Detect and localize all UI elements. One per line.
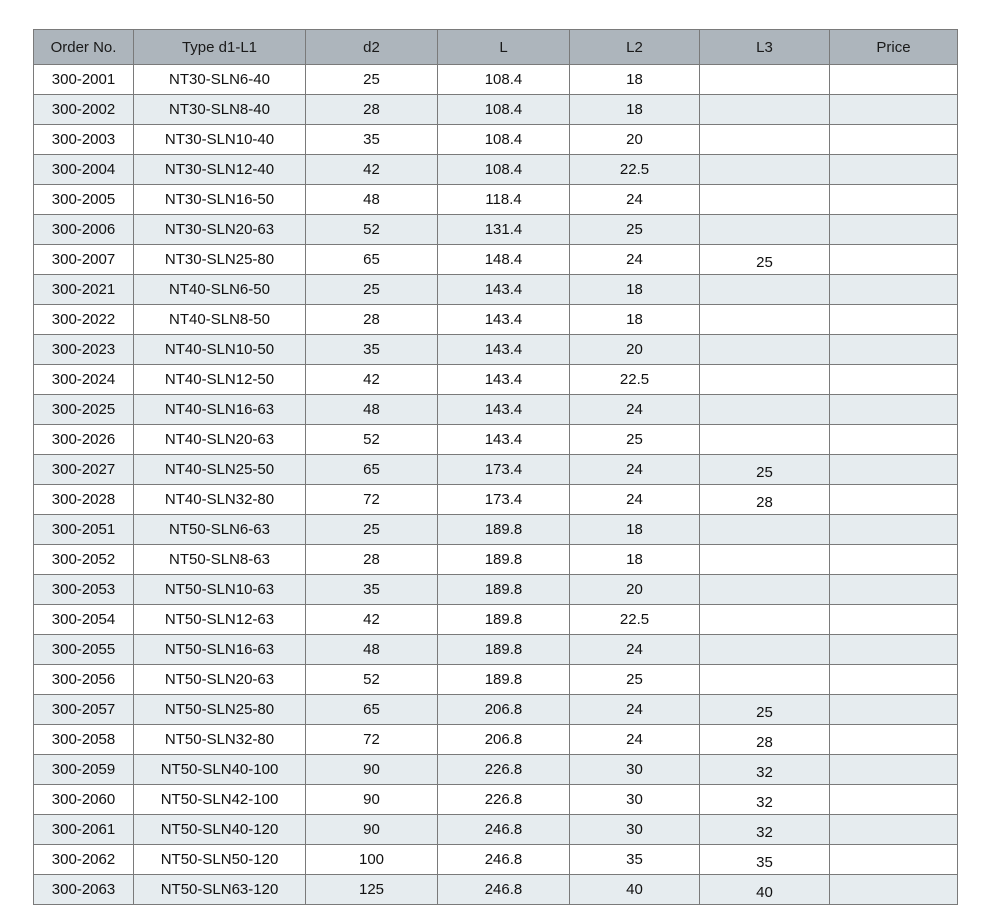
header-price: Price: [830, 30, 958, 65]
table-row: [34, 575, 958, 605]
cell-order-no: 300-2053: [34, 575, 134, 605]
cell-order-no: 300-2006: [34, 215, 134, 245]
header-l3: L3: [700, 30, 830, 65]
cell-type: NT30-SLN10-40: [134, 125, 306, 155]
cell-l2: 24: [570, 185, 700, 215]
cell-l: 108.4: [438, 155, 570, 185]
table-row: [34, 545, 958, 575]
cell-d2: 28: [306, 545, 438, 575]
cell-l2: 24: [570, 485, 700, 515]
cell-l: 226.8: [438, 785, 570, 815]
cell-price: [830, 365, 958, 395]
cell-type: NT30-SLN20-63: [134, 215, 306, 245]
cell-order-no: 300-2023: [34, 335, 134, 365]
cell-order-no: 300-2052: [34, 545, 134, 575]
cell-l2: 18: [570, 275, 700, 305]
cell-d2: 25: [306, 515, 438, 545]
cell-l: 189.8: [438, 605, 570, 635]
cell-d2: 42: [306, 365, 438, 395]
cell-l3: [700, 665, 830, 695]
table-row: [34, 665, 958, 695]
cell-type: NT40-SLN6-50: [134, 275, 306, 305]
cell-l3: 32: [700, 785, 830, 815]
cell-price: [830, 335, 958, 365]
cell-type: NT50-SLN8-63: [134, 545, 306, 575]
cell-l2: 24: [570, 635, 700, 665]
header-d2: d2: [306, 30, 438, 65]
cell-l3: [700, 185, 830, 215]
cell-d2: 90: [306, 755, 438, 785]
cell-l3: [700, 305, 830, 335]
cell-order-no: 300-2002: [34, 95, 134, 125]
table-row: [34, 125, 958, 155]
cell-type: NT40-SLN25-50: [134, 455, 306, 485]
cell-type: NT50-SLN32-80: [134, 725, 306, 755]
table-body: [34, 65, 958, 905]
cell-l3: [700, 425, 830, 455]
cell-type: NT50-SLN10-63: [134, 575, 306, 605]
cell-order-no: 300-2024: [34, 365, 134, 395]
cell-l2: 35: [570, 845, 700, 875]
cell-type: NT30-SLN12-40: [134, 155, 306, 185]
cell-price: [830, 605, 958, 635]
table-row: [34, 335, 958, 365]
cell-order-no: 300-2028: [34, 485, 134, 515]
cell-d2: 28: [306, 305, 438, 335]
cell-d2: 48: [306, 185, 438, 215]
cell-l: 108.4: [438, 125, 570, 155]
cell-l3: [700, 605, 830, 635]
cell-type: NT30-SLN8-40: [134, 95, 306, 125]
cell-order-no: 300-2025: [34, 395, 134, 425]
cell-l3: [700, 575, 830, 605]
cell-d2: 90: [306, 815, 438, 845]
cell-type: NT50-SLN40-120: [134, 815, 306, 845]
cell-order-no: 300-2061: [34, 815, 134, 845]
cell-l3: 32: [700, 755, 830, 785]
cell-order-no: 300-2005: [34, 185, 134, 215]
cell-d2: 42: [306, 605, 438, 635]
cell-type: NT50-SLN40-100: [134, 755, 306, 785]
cell-l: 246.8: [438, 875, 570, 905]
cell-type: NT50-SLN12-63: [134, 605, 306, 635]
cell-l2: 20: [570, 335, 700, 365]
cell-l2: 20: [570, 125, 700, 155]
cell-order-no: 300-2022: [34, 305, 134, 335]
cell-type: NT40-SLN32-80: [134, 485, 306, 515]
cell-order-no: 300-2060: [34, 785, 134, 815]
table-row: [34, 425, 958, 455]
cell-d2: 65: [306, 455, 438, 485]
cell-price: [830, 725, 958, 755]
table-row: [34, 155, 958, 185]
cell-l: 173.4: [438, 485, 570, 515]
cell-l3: [700, 335, 830, 365]
cell-type: NT30-SLN16-50: [134, 185, 306, 215]
cell-l: 246.8: [438, 845, 570, 875]
cell-l: 143.4: [438, 275, 570, 305]
cell-price: [830, 95, 958, 125]
header-l2: L2: [570, 30, 700, 65]
cell-l2: 40: [570, 875, 700, 905]
cell-d2: 125: [306, 875, 438, 905]
cell-price: [830, 575, 958, 605]
cell-order-no: 300-2004: [34, 155, 134, 185]
cell-d2: 90: [306, 785, 438, 815]
cell-d2: 28: [306, 95, 438, 125]
cell-order-no: 300-2051: [34, 515, 134, 545]
cell-type: NT50-SLN16-63: [134, 635, 306, 665]
cell-d2: 52: [306, 425, 438, 455]
cell-price: [830, 875, 958, 905]
table-row: [34, 785, 958, 815]
cell-l2: 18: [570, 545, 700, 575]
cell-l: 143.4: [438, 335, 570, 365]
cell-type: NT40-SLN8-50: [134, 305, 306, 335]
table-row: [34, 395, 958, 425]
cell-order-no: 300-2001: [34, 65, 134, 95]
cell-l2: 24: [570, 695, 700, 725]
cell-order-no: 300-2056: [34, 665, 134, 695]
cell-l: 143.4: [438, 305, 570, 335]
cell-l: 108.4: [438, 95, 570, 125]
cell-price: [830, 665, 958, 695]
cell-d2: 35: [306, 335, 438, 365]
cell-price: [830, 395, 958, 425]
cell-d2: 65: [306, 245, 438, 275]
cell-l: 131.4: [438, 215, 570, 245]
cell-order-no: 300-2054: [34, 605, 134, 635]
table-row: [34, 185, 958, 215]
cell-type: NT50-SLN6-63: [134, 515, 306, 545]
cell-l: 173.4: [438, 455, 570, 485]
cell-type: NT50-SLN20-63: [134, 665, 306, 695]
cell-l3: 40: [700, 875, 830, 905]
cell-l2: 24: [570, 455, 700, 485]
cell-price: [830, 305, 958, 335]
cell-d2: 25: [306, 275, 438, 305]
cell-l: 143.4: [438, 395, 570, 425]
cell-price: [830, 845, 958, 875]
cell-l: 189.8: [438, 635, 570, 665]
cell-type: NT50-SLN50-120: [134, 845, 306, 875]
cell-l: 246.8: [438, 815, 570, 845]
cell-price: [830, 215, 958, 245]
cell-l: 143.4: [438, 365, 570, 395]
cell-l2: 22.5: [570, 365, 700, 395]
cell-l2: 25: [570, 215, 700, 245]
cell-l3: [700, 545, 830, 575]
cell-price: [830, 65, 958, 95]
cell-l: 206.8: [438, 725, 570, 755]
cell-d2: 35: [306, 125, 438, 155]
table-row: [34, 515, 958, 545]
cell-price: [830, 185, 958, 215]
table-row: [34, 695, 958, 725]
cell-l: 189.8: [438, 575, 570, 605]
cell-order-no: 300-2058: [34, 725, 134, 755]
cell-order-no: 300-2021: [34, 275, 134, 305]
cell-price: [830, 785, 958, 815]
cell-l3: [700, 635, 830, 665]
cell-order-no: 300-2007: [34, 245, 134, 275]
cell-l: 189.8: [438, 665, 570, 695]
cell-l3: 25: [700, 695, 830, 725]
cell-l2: 18: [570, 95, 700, 125]
header-order-no: Order No.: [34, 30, 134, 65]
cell-l2: 30: [570, 815, 700, 845]
table-row: [34, 725, 958, 755]
cell-order-no: 300-2057: [34, 695, 134, 725]
cell-l3: [700, 365, 830, 395]
cell-d2: 72: [306, 485, 438, 515]
cell-l: 189.8: [438, 515, 570, 545]
cell-order-no: 300-2062: [34, 845, 134, 875]
cell-l3: 32: [700, 815, 830, 845]
cell-l2: 18: [570, 305, 700, 335]
table-row: [34, 65, 958, 95]
cell-l3: 25: [700, 245, 830, 275]
cell-price: [830, 245, 958, 275]
cell-d2: 72: [306, 725, 438, 755]
table-row: [34, 875, 958, 905]
cell-l3: [700, 155, 830, 185]
cell-l3: [700, 95, 830, 125]
cell-l3: [700, 275, 830, 305]
cell-price: [830, 635, 958, 665]
table-row: [34, 845, 958, 875]
header-type: Type d1-L1: [134, 30, 306, 65]
cell-l3: 28: [700, 725, 830, 755]
cell-type: NT50-SLN42-100: [134, 785, 306, 815]
cell-type: NT30-SLN6-40: [134, 65, 306, 95]
cell-price: [830, 425, 958, 455]
cell-d2: 100: [306, 845, 438, 875]
cell-l3: [700, 215, 830, 245]
cell-d2: 48: [306, 395, 438, 425]
cell-l: 189.8: [438, 545, 570, 575]
cell-price: [830, 275, 958, 305]
cell-l: 226.8: [438, 755, 570, 785]
table-row: [34, 455, 958, 485]
header-l: L: [438, 30, 570, 65]
table-row: [34, 635, 958, 665]
cell-price: [830, 695, 958, 725]
cell-d2: 52: [306, 665, 438, 695]
cell-price: [830, 455, 958, 485]
cell-price: [830, 155, 958, 185]
cell-type: NT40-SLN12-50: [134, 365, 306, 395]
cell-l2: 24: [570, 725, 700, 755]
table-row: [34, 305, 958, 335]
cell-price: [830, 125, 958, 155]
cell-order-no: 300-2003: [34, 125, 134, 155]
cell-l3: [700, 125, 830, 155]
table-row: [34, 605, 958, 635]
table-row: [34, 245, 958, 275]
cell-l: 118.4: [438, 185, 570, 215]
cell-l2: 18: [570, 515, 700, 545]
cell-l: 148.4: [438, 245, 570, 275]
cell-l2: 18: [570, 65, 700, 95]
cell-l3: [700, 515, 830, 545]
table-row: [34, 365, 958, 395]
cell-l: 108.4: [438, 65, 570, 95]
cell-l3: 25: [700, 455, 830, 485]
cell-price: [830, 515, 958, 545]
cell-l2: 24: [570, 245, 700, 275]
cell-l3: 28: [700, 485, 830, 515]
table-header: [34, 30, 958, 65]
cell-d2: 48: [306, 635, 438, 665]
table-row: [34, 95, 958, 125]
cell-l2: 25: [570, 425, 700, 455]
cell-d2: 65: [306, 695, 438, 725]
cell-order-no: 300-2027: [34, 455, 134, 485]
cell-d2: 52: [306, 215, 438, 245]
cell-order-no: 300-2026: [34, 425, 134, 455]
table-row: [34, 815, 958, 845]
cell-order-no: 300-2055: [34, 635, 134, 665]
table-row: [34, 215, 958, 245]
cell-l2: 30: [570, 755, 700, 785]
cell-type: NT50-SLN25-80: [134, 695, 306, 725]
table-row: [34, 755, 958, 785]
header-row: [34, 30, 958, 65]
table-row: [34, 485, 958, 515]
cell-order-no: 300-2059: [34, 755, 134, 785]
cell-price: [830, 545, 958, 575]
cell-l2: 22.5: [570, 605, 700, 635]
cell-type: NT50-SLN63-120: [134, 875, 306, 905]
cell-order-no: 300-2063: [34, 875, 134, 905]
cell-type: NT40-SLN16-63: [134, 395, 306, 425]
table-row: [34, 275, 958, 305]
cell-l2: 22.5: [570, 155, 700, 185]
cell-type: NT40-SLN10-50: [134, 335, 306, 365]
cell-l2: 25: [570, 665, 700, 695]
cell-price: [830, 485, 958, 515]
cell-l2: 20: [570, 575, 700, 605]
product-table-container: [33, 29, 957, 905]
cell-l: 206.8: [438, 695, 570, 725]
cell-d2: 25: [306, 65, 438, 95]
cell-l3: [700, 65, 830, 95]
cell-d2: 35: [306, 575, 438, 605]
cell-type: NT30-SLN25-80: [134, 245, 306, 275]
cell-l2: 30: [570, 785, 700, 815]
cell-type: NT40-SLN20-63: [134, 425, 306, 455]
cell-l3: 35: [700, 845, 830, 875]
cell-price: [830, 815, 958, 845]
cell-l: 143.4: [438, 425, 570, 455]
cell-d2: 42: [306, 155, 438, 185]
product-table: [33, 29, 958, 905]
cell-l2: 24: [570, 395, 700, 425]
cell-price: [830, 755, 958, 785]
cell-l3: [700, 395, 830, 425]
